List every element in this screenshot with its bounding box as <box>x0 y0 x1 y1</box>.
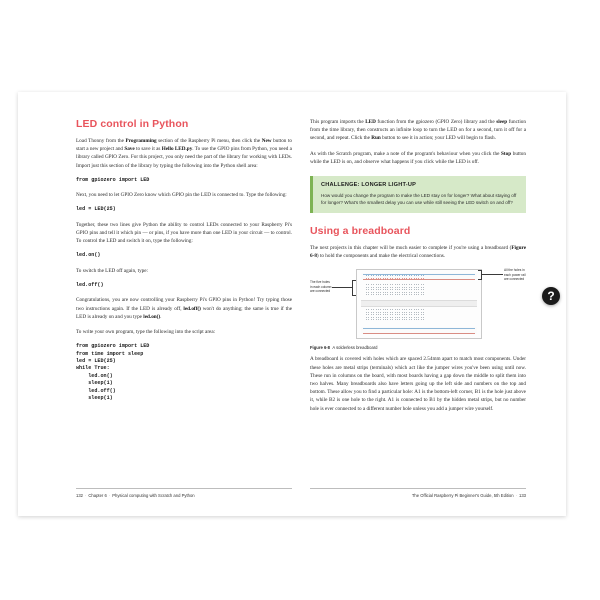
footer-page-number-right: 133 <box>519 493 526 498</box>
paragraph-control-explain: Together, these two lines give Python the ability to control LEDs connected to your Raspberry Pi's GPIO pins and tell it which pin — or pins, if you have more than one LED in your circuit — to control. To control the LED and switch it on, type the following: <box>76 221 292 245</box>
footer-separator-2: · <box>108 493 111 498</box>
code-block-led-pin: led = LED(25) <box>76 206 116 213</box>
page-title: LED control in Python <box>76 118 189 130</box>
text-run: function from the gpiozero (GPIO Zero) library and the <box>375 119 497 125</box>
figure-frame <box>310 267 526 341</box>
text-bold: Save <box>124 146 135 153</box>
power-rail-top <box>361 273 477 280</box>
text-bold: sleep <box>496 119 508 125</box>
text-bold: Run <box>371 135 381 142</box>
section-heading-breadboard: Using a breadboard <box>310 225 411 238</box>
right-column <box>310 118 526 420</box>
paragraph-script-area: To write your own program, type the following into the script area: <box>76 329 216 336</box>
code-block-blink-program <box>76 343 292 402</box>
annotation-power-rail: All the holes in each power rail are connected <box>504 268 526 281</box>
paragraph-pin-assign: Next, you need to let GPIO Zero know which GPIO pin the LED is connected to. Type the following: <box>76 192 287 199</box>
text-run: This program imports the <box>310 119 366 125</box>
rail-line-blue-bottom <box>363 328 475 329</box>
text-run: to save it as <box>134 146 162 153</box>
paragraph-program-explain <box>310 118 526 143</box>
text-bold: Programming <box>125 138 157 144</box>
book-page-spread <box>18 92 566 516</box>
text-run: function from the time library, then constructs an infinite loop to turn the LED on for a second, turn it off for a second, and repeat. Click the <box>310 119 526 142</box>
paragraph-breadboard-intro <box>310 244 526 260</box>
code-line: while True: <box>76 365 110 372</box>
text-run: button while the LED is on, and observe what happens if you click while the LED is off. <box>310 150 526 165</box>
code-line: led.on() <box>76 372 113 379</box>
challenge-callout <box>310 176 526 213</box>
text-run: Congratulations, you are now controlling your Raspberry Pi's GPIO pins in Python! Try typing those two instructions again. If the LED is already off, <box>76 297 292 312</box>
paragraph-scratch-compare <box>310 150 526 166</box>
text-run: section of the Raspberry Pi menu, then click the <box>156 138 262 144</box>
text-bold: LED <box>365 119 376 125</box>
text-run: . To use the GPIO pins from Python, you need a library called GPIO Zero. For this project, you only need the part of the library for working with LEDs. Import just this section of the library by typing the following into the Python shell area: <box>76 146 292 169</box>
bracket-column <box>352 280 356 296</box>
footer-left <box>76 488 292 498</box>
figure-caption-label: Figure 6-8 <box>310 345 331 351</box>
code-block-led-off: led.off() <box>76 282 104 289</box>
text-run: . <box>160 313 162 320</box>
challenge-text: How would you change the program to make the LED stay on for longer? What about staying off for longer? What's the smallest delay you can use while still seeing the LED switch on and off? <box>321 193 517 206</box>
paragraph-led-intro <box>76 137 292 170</box>
footer-chapter-title: Physical computing with Scratch and Python <box>112 493 195 498</box>
paragraph-switch-off: To switch the LED off again, type: <box>76 267 149 274</box>
footer-separator: · <box>85 493 87 498</box>
text-bold: Figure 6-8 <box>310 245 526 260</box>
footer-page-number: 132 <box>76 493 83 498</box>
text-bold: led.on() <box>143 313 161 320</box>
challenge-title: CHALLENGE: LONGER LIGHT-UP <box>321 182 417 189</box>
text-run: As with the Scratch program, make a note of the program's behaviour when you click the <box>310 150 502 157</box>
left-column <box>76 118 292 410</box>
code-line: from time import sleep <box>76 350 144 357</box>
center-channel <box>361 300 477 307</box>
footer-chapter: Chapter 6 <box>88 493 107 498</box>
rail-holes-top-red <box>366 278 425 279</box>
paragraph-congratulations <box>76 296 292 321</box>
leader-line-right <box>481 274 503 275</box>
text-run: button to see it in action; your LED will begin to flash. <box>380 135 496 142</box>
text-bold: Hello LED.py <box>161 146 193 153</box>
paragraph-breadboard-detail: A breadboard is covered with holes which are spaced 2.54mm apart to match most components. Under these holes are metal strips (terminals) which act like the jumper wires you've been using until now. These run in columns on the board, with most boards having a gap down the middle to split them into two halves. Many breadboards also have letters going up the left side and numbers on the top and bottom. These allow you to find a particular hole: A1 is the bottom-left corner, B1 is the hole just above it, while B2 is one hole to the right. A1 is connected to B1 by the hidden metal strips, but no number hole is ever connected to a different number hole unless you add a jumper wire yourself. <box>310 356 526 412</box>
text-run: ) to hold the components and make the electrical connections. <box>316 253 446 260</box>
text-bold: New <box>261 138 272 144</box>
power-rail-bottom <box>361 327 477 334</box>
bracket-power-rail <box>478 270 482 280</box>
figure-caption <box>310 345 526 350</box>
rail-holes-top-blue <box>366 275 425 276</box>
text-bold: Stop <box>501 150 512 157</box>
code-block-led-on: led.on() <box>76 252 101 259</box>
annotation-column: The five holes in each column are connected <box>310 280 332 293</box>
code-line: led = LED(25) <box>76 358 116 365</box>
text-bold: led.off() <box>183 305 201 312</box>
footer-right <box>310 488 526 498</box>
leader-line-left <box>332 287 353 288</box>
code-line: sleep(1) <box>76 380 113 387</box>
help-question-mark-icon[interactable]: ? <box>542 287 560 305</box>
breadboard-graphic <box>356 269 482 339</box>
code-line: from gpiozero import LED <box>76 343 150 350</box>
figure-breadboard <box>310 267 526 350</box>
text-run: Load Thonny from the <box>76 138 126 144</box>
terminal-holes-lower <box>366 309 425 320</box>
text-run: button to start a new project and <box>76 138 293 153</box>
code-line: sleep(1) <box>76 395 113 402</box>
terminal-holes-upper <box>366 284 425 295</box>
rail-line-red-bottom <box>363 333 475 334</box>
figure-caption-text: A solderless breadboard <box>332 345 378 351</box>
code-line: led.off() <box>76 387 116 394</box>
rail-line-red <box>363 279 475 280</box>
footer-book-title: The Official Raspberry Pi Beginner's Guide, 5th Edition <box>411 493 514 498</box>
code-block-import-led: from gpiozero import LED <box>76 176 150 183</box>
footer-separator-3: · <box>515 493 517 498</box>
text-run: The next projects in this chapter will be much easier to complete if you're using a breadboard ( <box>310 245 512 252</box>
text-run: won't do anything; the same is true if the LED is already on and you type <box>76 305 292 320</box>
